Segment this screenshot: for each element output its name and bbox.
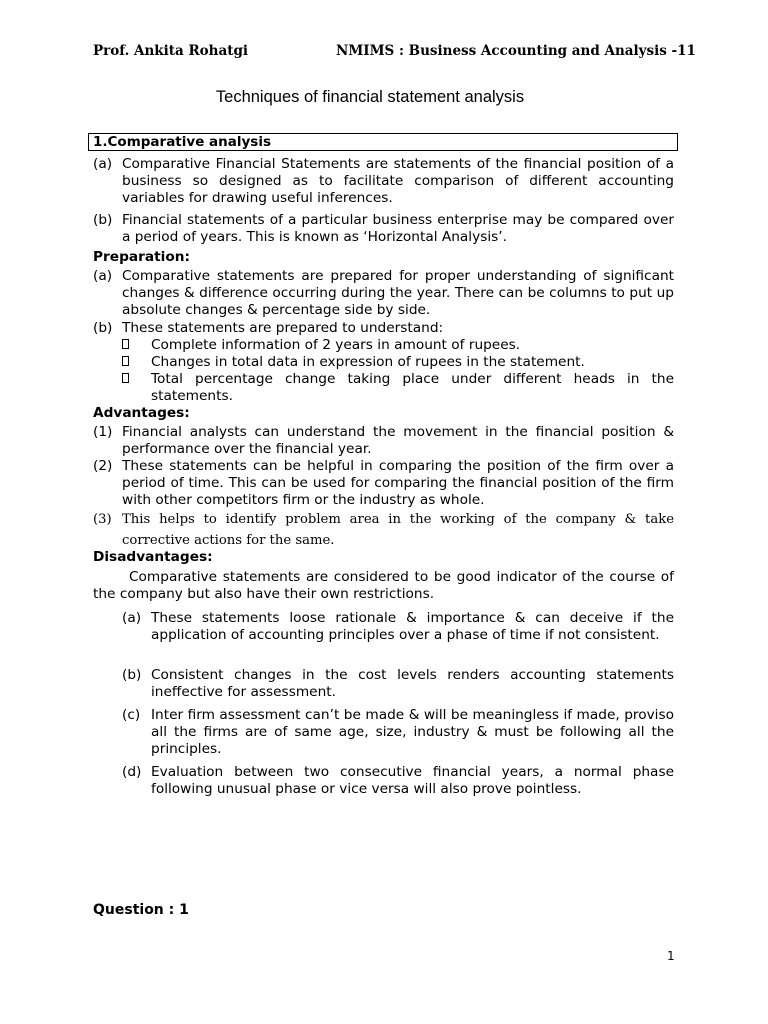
bullet-text: Changes in total data in expression of rupees in the statement.: [151, 354, 585, 370]
list-text: Financial analysts can understand the movement in the financial position & performance over the financial year.: [122, 424, 674, 457]
list-item: [93, 156, 674, 207]
list-item: [93, 424, 674, 458]
list-item: [93, 320, 674, 337]
list-item: [93, 268, 674, 319]
list-marker: (d): [122, 764, 142, 780]
bullet-box-icon: [122, 339, 129, 349]
bullet-box-icon: [122, 373, 129, 383]
list-item: [122, 764, 674, 798]
list-text: Comparative statements are prepared for proper understanding of significant changes & difference occurring during the year. There can be columns to put up absolute changes & percentage side by side.: [122, 268, 674, 318]
header-course: NMIMS : Business Accounting and Analysis -11: [336, 43, 696, 59]
list-item: [122, 610, 674, 644]
header-author: Prof. Ankita Rohatgi: [93, 43, 249, 59]
list-item: [93, 212, 674, 246]
bullet-box-icon: [122, 356, 129, 366]
list-marker: (a): [93, 268, 113, 284]
list-text: Comparative Financial Statements are statements of the financial position of a business so designed as to facilitate comparison of different accounting variables for drawing useful inferences.: [122, 156, 674, 206]
list-text: Inter firm assessment can’t be made & will be meaningless if made, proviso all the firms are of same age, size, industry & must be following all the principles.: [151, 707, 674, 757]
list-text: These statements loose rationale & importance & can deceive if the application of accounting principles over a phase of time if not consistent.: [151, 610, 674, 643]
list-text: Evaluation between two consecutive financial years, a normal phase following unusual phase or vice versa will also prove pointless.: [151, 764, 674, 797]
list-text: These statements are prepared to understand:: [122, 320, 444, 336]
bullet-text: Total percentage change taking place under different heads in the statements.: [151, 371, 674, 404]
bullet-item: [122, 371, 674, 405]
list-text: Financial statements of a particular business enterprise may be compared over a period of years. This is known as ‘Horizontal Analysis’.: [122, 212, 674, 245]
list-marker: (b): [122, 667, 142, 683]
list-marker: (3): [93, 512, 112, 527]
preparation-heading: Preparation:: [93, 249, 190, 265]
page-number: 1: [667, 949, 675, 963]
disadvantages-intro: Comparative statements are considered to be good indicator of the course of the company but also have their own restrictions.: [93, 569, 674, 602]
bullet-item: [122, 354, 674, 371]
section-heading-box: [88, 133, 678, 151]
list-marker: (b): [93, 320, 113, 336]
disadvantages-heading: Disadvantages:: [93, 549, 213, 565]
list-item: [122, 667, 674, 701]
list-text: These statements can be helpful in comparing the position of the firm over a period of time. This can be used for comparing the financial position of the firm with other competitors firm or the industry as whole.: [122, 458, 674, 508]
list-marker: (2): [93, 458, 113, 474]
question-label: Question : 1: [93, 902, 189, 918]
page-title: Techniques of financial statement analysis: [215, 88, 525, 106]
list-item: [93, 458, 674, 509]
list-text: This helps to identify problem area in the working of the company & take corrective actions for the same.: [122, 512, 674, 548]
bullet-item: [122, 337, 674, 354]
list-marker: (a): [122, 610, 142, 626]
bullet-text: Complete information of 2 years in amount of rupees.: [151, 337, 521, 353]
list-item: [122, 707, 674, 758]
list-text: Consistent changes in the cost levels renders accounting statements ineffective for assessment.: [151, 667, 674, 700]
section-heading: 1.Comparative analysis: [93, 134, 272, 150]
list-item: [93, 509, 674, 551]
list-marker: (a): [93, 156, 113, 172]
list-marker: (c): [122, 707, 141, 723]
list-marker: (b): [93, 212, 113, 228]
advantages-heading: Advantages:: [93, 405, 190, 421]
list-marker: (1): [93, 424, 113, 440]
